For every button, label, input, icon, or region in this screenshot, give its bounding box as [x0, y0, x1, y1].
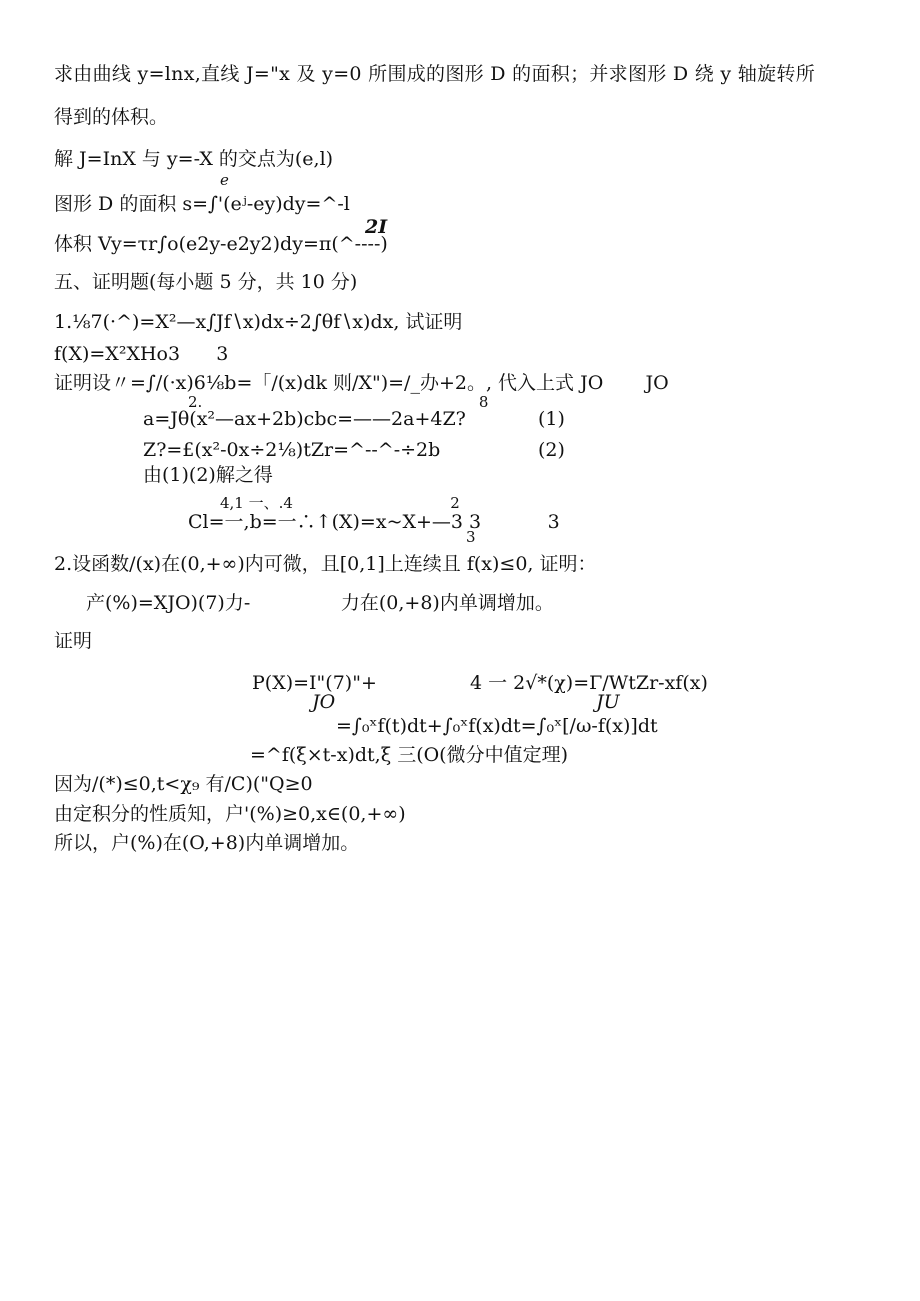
q2-derivation-right: 4 一 2√*(χ)=Γ/WtZr-xf(x) [470, 672, 708, 694]
q1-solution-top: 4,1 一、.4 2 [220, 494, 460, 512]
q1-solution-bottom: 3 [466, 528, 476, 546]
q2-proof-label: 证明 [54, 630, 93, 652]
q2-limit-right: JU [596, 691, 620, 713]
solution-volume: 体积 Vy=τr∫o(e2y-e2y2)dy=π(^----) [54, 233, 388, 255]
volume-superscript: 2I [365, 216, 388, 238]
q2-conclusion-1: 因为/(*)≤0,t<χ₉ 有/C)("Q≥0 [54, 773, 313, 795]
q1-proof-setup: 证明设〃=∫∕(·x)6⅛b=「/(x)dk 则/X")=/_办+2。, 代入上式 JO JO [54, 372, 669, 394]
q1-target: f(X)=X²XHo3 3 [54, 343, 229, 365]
q2-limit-left: JO [312, 691, 336, 713]
q1-statement: 1.⅛7(·^)=X²—x∫Jf∖x)dx÷2∫θf∖x)dx, 试证明 [54, 311, 463, 333]
q1-equation-2: Z?=£(x²-0x÷2⅛)tZr=^--^-÷2b [143, 439, 441, 461]
problem-line-2: 得到的体积。 [54, 106, 169, 128]
area-integral-upper-limit: e [220, 171, 229, 189]
q1-marks: 2. 8 [188, 393, 489, 411]
q1-equation-1: a=Jθ(x²—ax+2b)cbc=——2a+4Z? [143, 408, 466, 430]
q1-equation-2-number: (2) [538, 439, 565, 461]
q2-claim: 产(%)=XJO)(7)力- 力在(0,+8)内单调增加。 [86, 592, 554, 614]
q1-solution: Cl=一,b=一∴↑(X)=x~X+—3 3 3 [188, 511, 560, 533]
section-title: 五、证明题(每小题 5 分，共 10 分) [54, 271, 358, 293]
q1-solve-line: 由(1)(2)解之得 [143, 464, 273, 486]
q2-derivation-step-2: =∫₀ˣf(t)dt+∫₀ˣf(x)dt=∫₀ˣ[∕ω-f(x)]dt [336, 715, 658, 737]
q2-statement: 2.设函数/(x)在(0,+∞)内可微，且[0,1]上连续且 f(x)≤0, 证明： [54, 553, 597, 575]
solution-area: 图形 D 的面积 s=∫'(eʲ-ey)dy=^-l [54, 193, 350, 215]
q2-conclusion-2: 由定积分的性质知，户'(%)≥0,x∈(0,+∞) [54, 803, 406, 825]
q1-equation-1-number: (1) [538, 408, 565, 430]
q2-conclusion-3: 所以，户(%)在(O,+8)内单调增加。 [54, 832, 360, 854]
solution-intersection: 解 J=InX 与 y=-X 的交点为(e,l) [54, 148, 334, 170]
q2-derivation-left: P(X)=I"(7)"+ [252, 672, 377, 694]
q2-derivation-step-3: =^f(ξ×t-x)dt,ξ 三(O(微分中值定理) [250, 744, 569, 766]
problem-line-1: 求由曲线 y=lnx,直线 J="x 及 y=0 所围成的图形 D 的面积；并求图形 D 绕 y 轴旋转所 [54, 63, 815, 85]
